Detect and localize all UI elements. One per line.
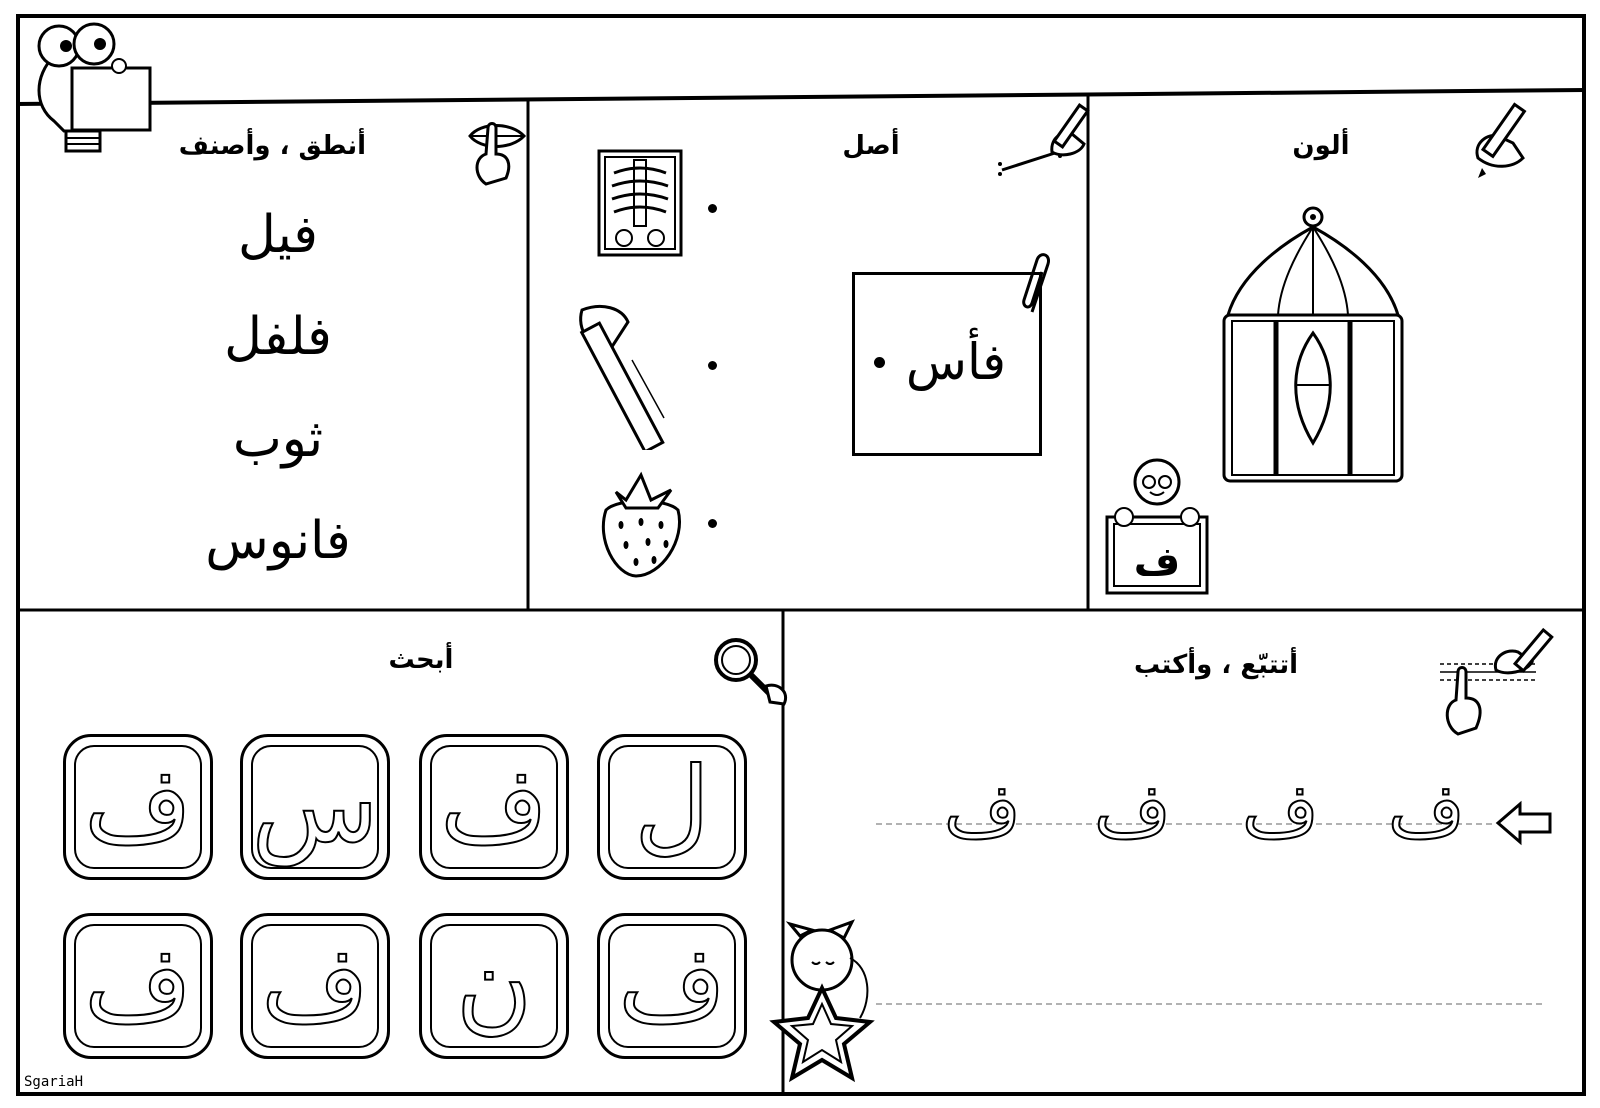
trace-letter[interactable]: ف (944, 768, 1021, 854)
letter-tile[interactable]: ف (240, 913, 390, 1059)
axe-icon (572, 300, 688, 450)
lips-finger-icon (466, 118, 530, 186)
speak-word: فانوس (205, 511, 351, 571)
trace-letter[interactable]: ف (1242, 768, 1319, 854)
xray-skeleton-icon (596, 148, 684, 258)
color-section-title: ألون (1292, 131, 1350, 161)
letter-tile[interactable]: ل (597, 734, 747, 880)
magnifier-icon (710, 636, 794, 710)
letter-card: ف (1133, 539, 1181, 585)
letter-tile[interactable]: ف (63, 913, 213, 1059)
letter-tile[interactable]: ن (419, 913, 569, 1059)
connect-word: فأس (905, 333, 1007, 391)
connect-dot[interactable] (708, 519, 717, 528)
letter-tile[interactable]: س (240, 734, 390, 880)
trace-letter[interactable]: ف (1388, 768, 1465, 854)
birdcage-icon (1220, 205, 1406, 487)
hand-connect-icon (992, 102, 1096, 180)
strawberry-icon (596, 470, 692, 580)
search-section-title: أبحث (388, 645, 454, 675)
hand-writing-icon (1436, 626, 1564, 738)
letter-tile[interactable]: ف (597, 913, 747, 1059)
letter-tile[interactable]: ف (63, 734, 213, 880)
signature: SgariaH (24, 1074, 84, 1090)
mascot-lightbulb-icon (24, 16, 160, 154)
connect-dot[interactable] (708, 204, 717, 213)
speak-word: فيل (238, 205, 318, 265)
paperclip-icon (1018, 252, 1058, 316)
speak-word: ثوب (232, 409, 324, 469)
letter-tile[interactable]: ف (419, 734, 569, 880)
hand-crayon-icon (1468, 98, 1530, 180)
trace-section-title: أتتبّع ، وأكتب (1134, 650, 1298, 680)
speak-word: فلفل (224, 307, 332, 367)
speak-section-title: أنطق ، وأصنف (178, 131, 366, 161)
word-card-dot[interactable] (874, 357, 885, 368)
trace-letter[interactable]: ف (1094, 768, 1171, 854)
connect-dot[interactable] (708, 361, 717, 370)
connect-section-title: أصل (842, 131, 900, 161)
